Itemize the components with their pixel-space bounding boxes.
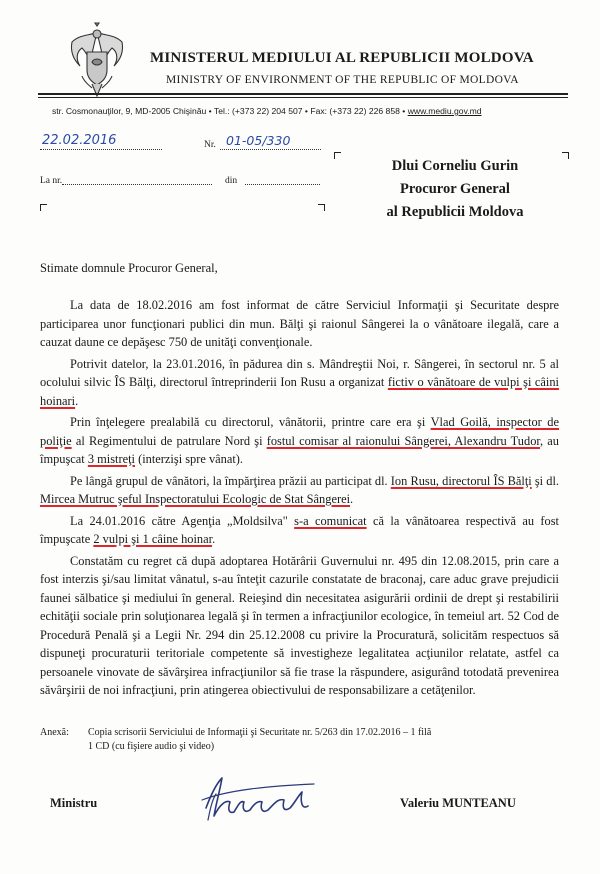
reference-date-label: din — [225, 176, 238, 186]
addressee-block — [355, 155, 555, 224]
highlighted-text: 2 vulpi şi 1 câine hoinar — [93, 532, 213, 546]
highlighted-text: s-a comunicat — [294, 513, 367, 528]
addressee-institution: al Republicii Moldova — [386, 204, 524, 220]
website-link[interactable]: www.mediu.gov.md — [407, 106, 482, 116]
signer-title: Ministru — [50, 796, 98, 810]
addressee-title: Procuror General — [400, 181, 510, 197]
annex-label: Anexă: — [40, 727, 69, 738]
contact-line — [52, 106, 582, 116]
addressee-name: Dlui Corneliu Gurin — [391, 158, 519, 174]
header-divider — [38, 93, 568, 95]
registration-nr-label: Nr. — [204, 140, 216, 150]
ministry-title-en: MINISTRY OF ENVIRONMENT OF THE REPUBLIC OF MOLDOVA — [166, 74, 519, 86]
highlighted-text: fostul comisar al raionului Sângerei, Alexandru Tudor — [266, 433, 541, 448]
corner-mark — [562, 152, 569, 159]
annex-item: Copia scrisorii Serviciului de Informaţii şi Securitate nr. 5/263 din 17.02.2016 – 1 filă — [88, 727, 432, 738]
paragraph: Constatăm cu regret că după adoptarea Hotărârii Guvernului nr. 495 din 12.08.2015, prin care a fost interzis şi/sau limitat vânatul, s-au înteţit cazurile constatate de braconaj, care aduc grave prejudicii faunei sălbatice şi mediului în general. Reieşind din necesitatea asigurării ordinii de drept şi restabilirii echităţii sociale prin soluţionarea legală şi în termen a infracţiunilor ecologice, în temeiul art. 52 Cod de Procedură Penală şi a Legii Nr. 294 din 25.12.2008 cu privire la Procuratură, solicităm respectuos să dispuneţi procuraturii teritoriale competente să investigheze legalitatea acţiunilor relatate, astfel ca persoanele vinovate de săvârşirea infracţiunilor să fie trase la răspundere, asigurând totodată prevenirea săvârşirii de noi infracţiuni, prin atingerea obiectivului de responsabilizare a cetăţenilor. — [40, 553, 559, 697]
contact-address: str. Cosmonauţilor, 9, MD-2005 Chişinău • Tel.: (+373 22) 204 507 • Fax: (+373 22) 226 858 • — [52, 106, 408, 116]
highlighted-text: fictiv o vânătoare de vulpi şi câini hoinari — [40, 375, 559, 408]
reference-date-line — [245, 184, 320, 185]
paragraph: La data de 18.02.2016 am fost informat de către Serviciul Informaţii şi Securitate despre participarea unor funcţionari publici din mun. Bălţi şi raionul Sângerei la o vânătoare ilegală, care a cauzat daune ce depăşesc 750 de unităţi convenţionale. — [40, 298, 559, 349]
header-divider-thin — [38, 97, 568, 98]
moldova-coat-of-arms-icon — [62, 22, 132, 100]
corner-mark — [318, 204, 325, 211]
reference-nr-line — [62, 184, 212, 185]
highlighted-text: Ion Rusu, directorul ÎS Bălţi — [390, 473, 532, 488]
registration-number: 01-05/330 — [220, 133, 321, 150]
paragraph: La 24.01.2016 către Agenţia „Moldsilva" s-a comunicat că la vânătoarea respectivă au fost împuşcate 2 vulpi şi 1 câine hoinar. — [40, 513, 560, 546]
highlighted-text: Vlad Goilă, inspector de poliţie — [40, 415, 559, 448]
highlighted-text: Mircea Mutruc şeful Inspectoratului Ecologic de Stat Sângerei — [40, 492, 351, 506]
reference-nr-label: La nr. — [40, 176, 63, 186]
paragraph: Pe lângă grupul de vânători, la împărţirea prăzii au participat dl. Ion Rusu, directorul ÎS Bălţi şi dl. Mircea Mutruc şeful Inspectoratului Ecologic de Stat Sângerei. — [40, 473, 559, 506]
annex-item: 1 CD (cu fişiere audio şi video) — [88, 741, 215, 752]
ministry-title-ro: MINISTERUL MEDIULUI AL REPUBLICII MOLDOVA — [150, 50, 534, 66]
handwritten-signature — [198, 770, 318, 830]
signer-name: Valeriu MUNTEANU — [400, 796, 516, 810]
registration-date: 22.02.2016 — [40, 133, 162, 150]
paragraph: Potrivit datelor, la 23.01.2016, în pădurea din s. Mândreştii Noi, r. Sângerei, în sectorul nr. 5 al ocolului silvic ÎS Bălţi, directorul întreprinderii Ion Rusu a organizat fictiv o vânătoare de vulpi şi câini hoinari. — [40, 356, 559, 408]
annex-block — [40, 726, 580, 754]
corner-mark — [334, 152, 341, 159]
corner-mark — [40, 204, 47, 211]
salutation: Stimate domnule Procuror General, — [40, 261, 218, 275]
highlighted-text: 3 mistreţi — [87, 452, 135, 466]
paragraph: Prin înţelegere prealabilă cu directorul, vânătorii, printre care era şi Vlad Goilă, inspector de poliţie al Regimentului de patrulare Nord şi fostul comisar al raionului Sângerei, Alexandru Tudor, au împuşcat 3 mistreţi (interzişi spre vânat). — [40, 415, 559, 466]
letter-body — [40, 296, 559, 703]
